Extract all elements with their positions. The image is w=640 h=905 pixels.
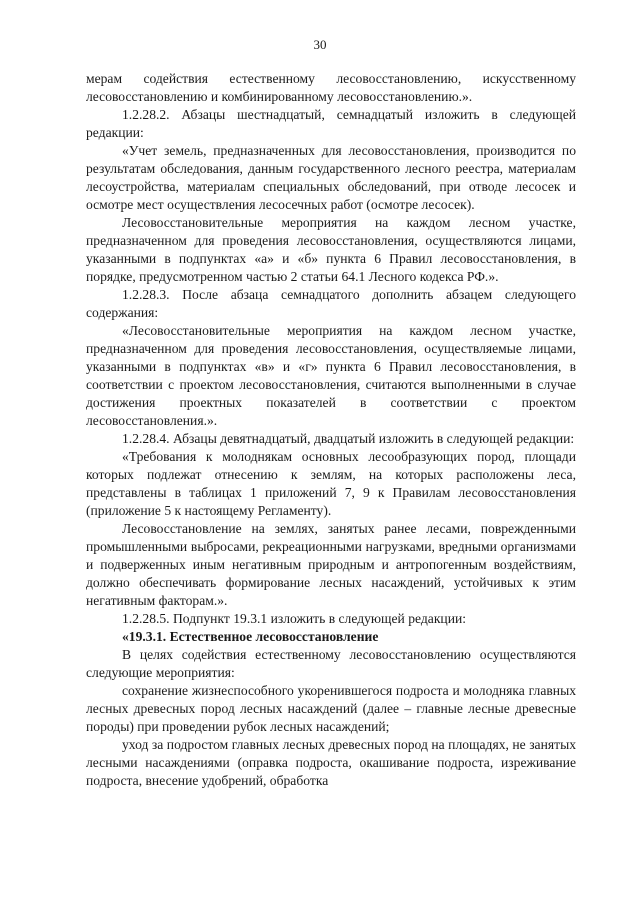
- paragraph: уход за подростом главных лесных древесных пород на площадях, не занятых лесными насаждениями (оправка подроста, окашивание подроста, изреживание подроста, внесение удобрений, обработка: [86, 737, 576, 788]
- document-body: [86, 70, 576, 790]
- paragraph: 1.2.28.3. После абзаца семнадцатого дополнить абзацем следующего содержания:: [86, 287, 576, 320]
- paragraph: В целях содействия естественному лесовосстановлению осуществляются следующие мероприятия:: [86, 647, 576, 680]
- section-heading: «19.3.1. Естественное лесовосстановление: [122, 629, 379, 644]
- paragraph: сохранение жизнеспособного укоренившегося подроста и молодняка главных лесных древесных пород лесных насаждений (далее – главные лесные древесные породы) при проведении рубок лесных насаждений;: [86, 683, 576, 734]
- paragraph: 1.2.28.5. Подпункт 19.3.1 изложить в следующей редакции:: [122, 611, 467, 626]
- paragraph: «Учет земель, предназначенных для лесовосстановления, производится по результатам обследования, данным государственного лесного реестра, материалам лесоустройства, материалам специальных обследований, при отводе лесосек и осмотре мест осуществления лесосечных работ (осмотре лесосек).: [86, 143, 576, 212]
- paragraph: мерам содействия естественному лесовосстановлению, искусственному лесовосстановлению и комбинированному лесовосстановлению.».: [86, 71, 576, 104]
- paragraph: Лесовосстановление на землях, занятых ранее лесами, поврежденными промышленными выбросами, рекреационными нагрузками, вредными организмами и подверженных иным негативным природным и антропогенным воздействиям, должно обеспечивать формирование лесных насаждений, устойчивых к этим негативным факторам.».: [86, 521, 576, 608]
- page-number: 30: [313, 37, 327, 52]
- paragraph: 1.2.28.2. Абзацы шестнадцатый, семнадцатый изложить в следующей редакции:: [86, 107, 576, 140]
- paragraph: Лесовосстановительные мероприятия на каждом лесном участке, предназначенном для проведения лесовосстановления, осуществляются лицами, указанными в подпунктах «а» и «б» пункта 6 Правил лесовосстановления, в порядке, предусмотренном частью 2 статьи 64.1 Лесного кодекса РФ.».: [86, 215, 576, 284]
- paragraph: «Требования к молоднякам основных лесообразующих пород, площади которых подлежат отнесению к землям, на которых расположены леса, представлены в таблицах 1 приложений 7, 9 к Правилам лесовосстановления (приложение 5 к настоящему Регламенту).: [86, 449, 576, 518]
- paragraph: 1.2.28.4. Абзацы девятнадцатый, двадцатый изложить в следующей редакции:: [122, 431, 575, 446]
- paragraph: «Лесовосстановительные мероприятия на каждом лесном участке, предназначенном для проведения лесовосстановления, осуществляемые лицами, указанными в подпунктах «в» и «г» пункта 6 Правил лесовосстановления, в соответствии с проектом лесовосстановления, считаются выполненными в случае достижения проектных показателей в соответствии с проектом лесовосстановления.».: [86, 323, 576, 428]
